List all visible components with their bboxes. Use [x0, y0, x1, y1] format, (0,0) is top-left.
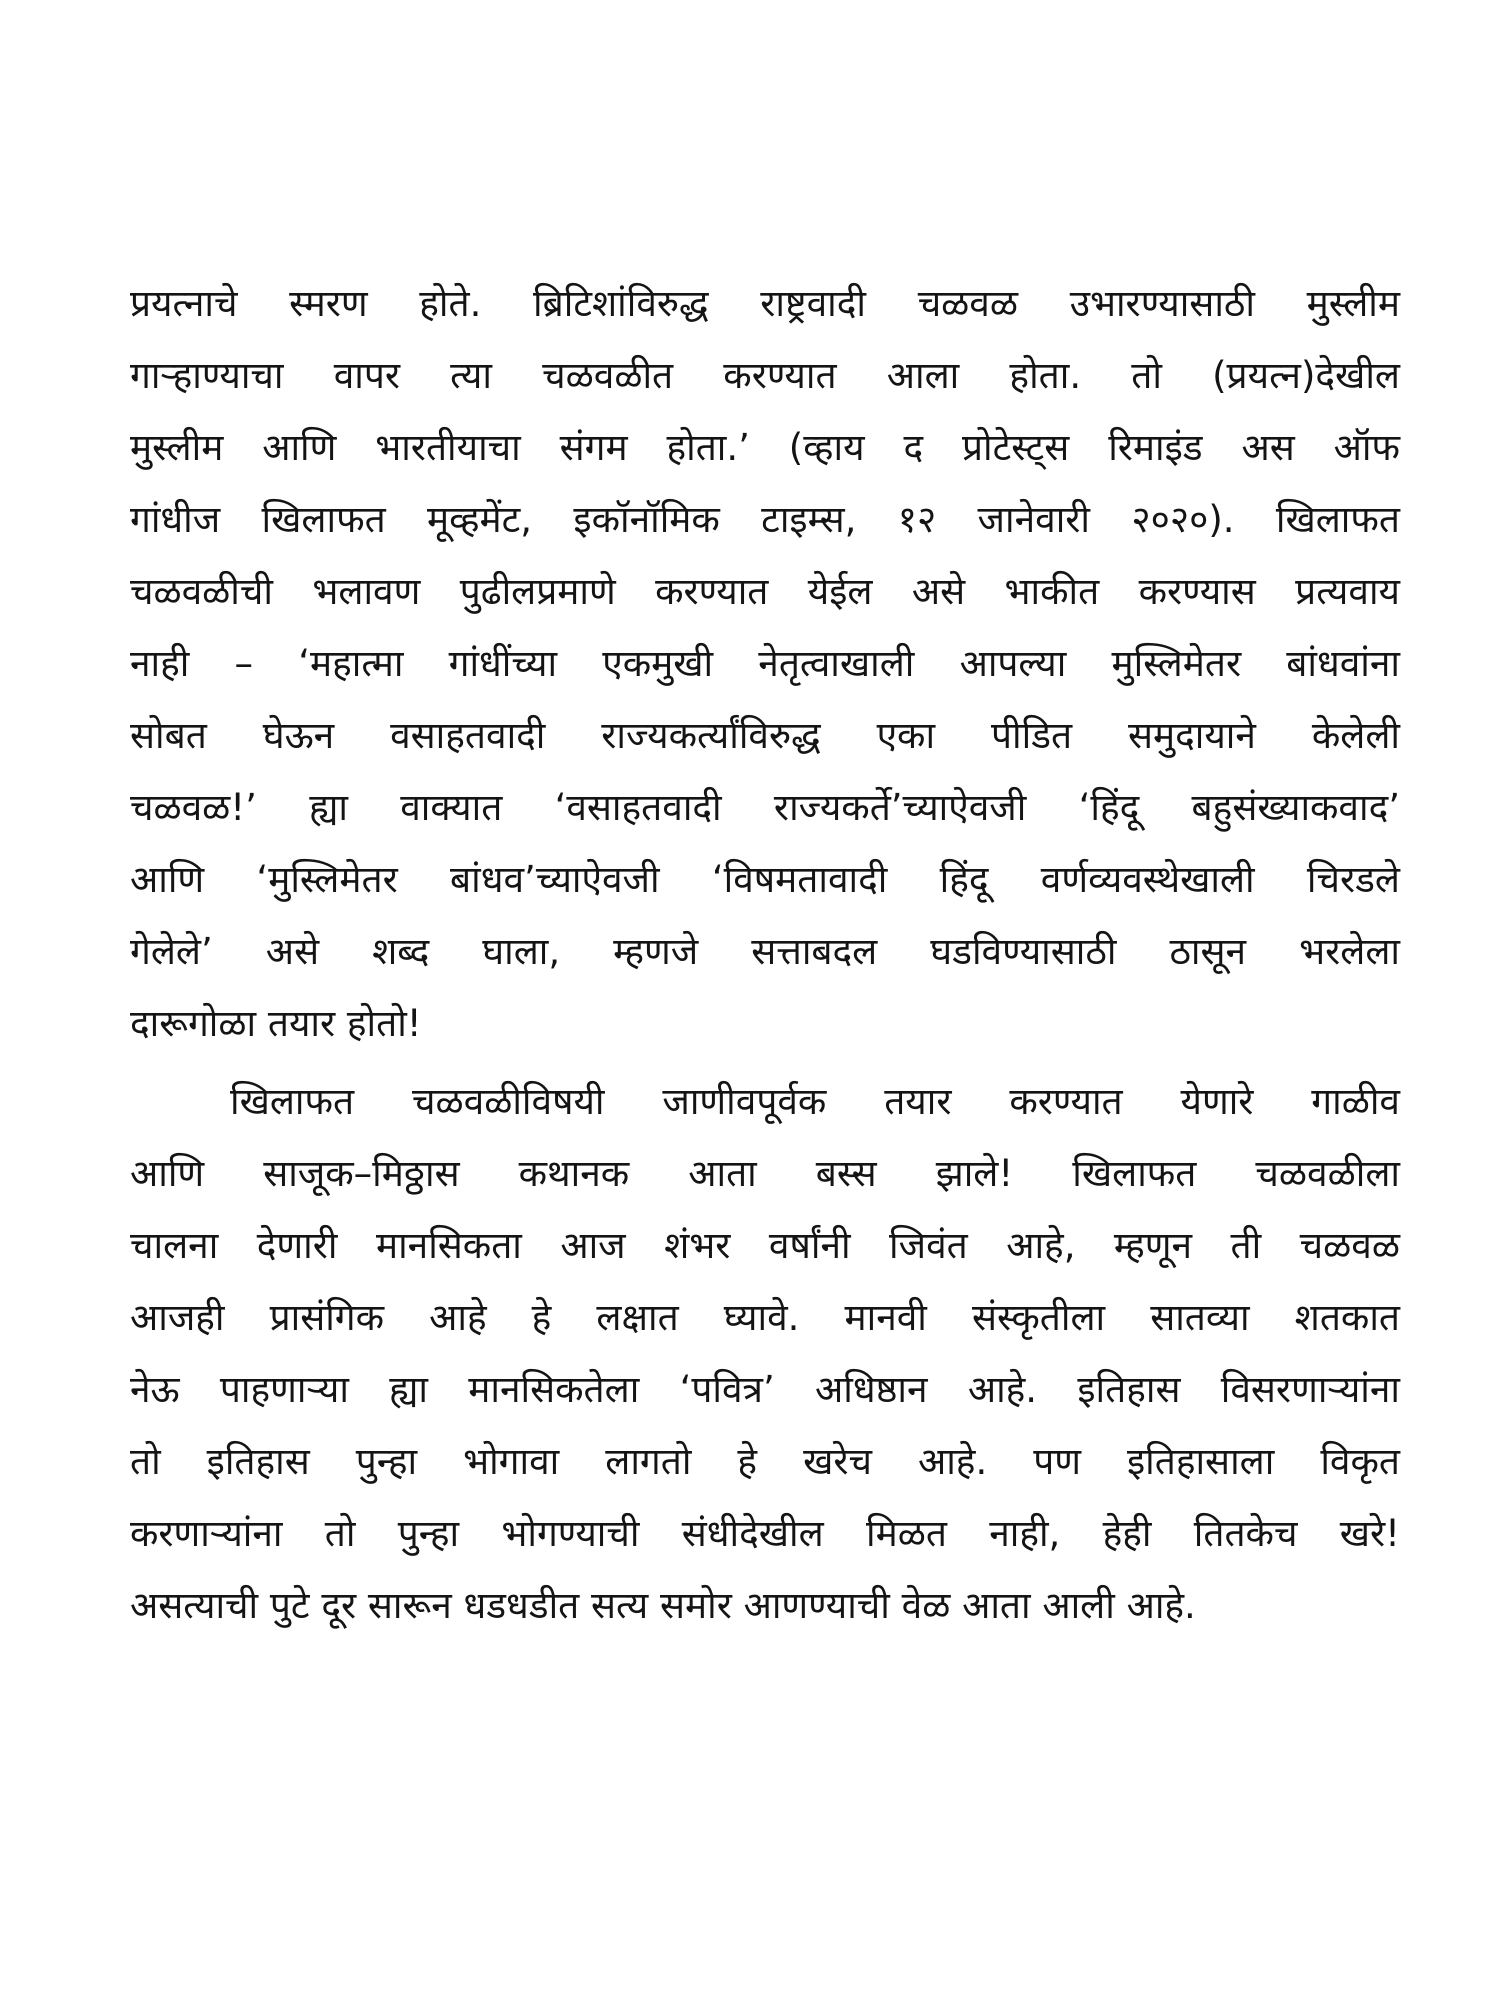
text-line: नाही – ‘महात्मा गांधींच्या एकमुखी नेतृत्वाखाली आपल्या मुस्लिमेतर बांधवांना — [130, 642, 1400, 685]
paragraph-2 — [130, 1066, 1400, 1642]
text-line: गाऱ्हाण्याचा वापर त्या चळवळीत करण्यात आला होता. तो (प्रयत्न)देखील — [130, 354, 1400, 397]
text-line: करणाऱ्यांना तो पुन्हा भोगण्याची संधीदेखील मिळत नाही, हेही तितकेच खरे! — [130, 1512, 1400, 1555]
text-line: गेलेले’ असे शब्द घाला, म्हणजे सत्ताबदल घडविण्यासाठी ठासून भरलेला — [130, 930, 1400, 973]
text-line: आणि साजूक–मिठ्ठास कथानक आता बस्स झाले! खिलाफत चळवळीला — [130, 1152, 1400, 1195]
text-line: चळवळीची भलावण पुढीलप्रमाणे करण्यात येईल असे भाकीत करण्यास प्रत्यवाय — [130, 570, 1400, 613]
text-line: असत्याची पुटे दूर सारून धडधडीत सत्य समोर आणण्याची वेळ आता आली आहे. — [130, 1584, 1196, 1627]
text-line: दारूगोळा तयार होतो! — [130, 1002, 422, 1045]
text-line: प्रयत्नाचे स्मरण होते. ब्रिटिशांविरुद्ध राष्ट्रवादी चळवळ उभारण्यासाठी मुस्लीम — [130, 282, 1400, 325]
text-line: चालना देणारी मानसिकता आज शंभर वर्षांनी जिवंत आहे, म्हणून ती चळवळ — [130, 1224, 1400, 1267]
text-line: मुस्लीम आणि भारतीयाचा संगम होता.’ (व्हाय द प्रोटेस्ट्स रिमाइंड अस ऑफ — [130, 426, 1400, 469]
text-line: गांधीज खिलाफत मूव्हमेंट, इकॉनॉमिक टाइम्स, १२ जानेवारी २०२०). खिलाफत — [130, 498, 1400, 541]
paragraph-1 — [130, 268, 1400, 1060]
text-line: नेऊ पाहणाऱ्या ह्या मानसिकतेला ‘पवित्र’ अधिष्ठान आहे. इतिहास विसरणाऱ्यांना — [130, 1368, 1400, 1411]
text-line: आणि ‘मुस्लिमेतर बांधव’च्याऐवजी ‘विषमतावादी हिंदू वर्णव्यवस्थेखाली चिरडले — [130, 858, 1400, 901]
text-line: तो इतिहास पुन्हा भोगावा लागतो हे खरेच आहे. पण इतिहासाला विकृत — [130, 1440, 1400, 1483]
text-line: सोबत घेऊन वसाहतवादी राज्यकर्त्यांविरुद्ध एका पीडित समुदायाने केलेली — [130, 714, 1400, 757]
text-line: आजही प्रासंगिक आहे हे लक्षात घ्यावे. मानवी संस्कृतीला सातव्या शतकात — [130, 1296, 1400, 1339]
body-text — [130, 268, 1400, 1642]
text-line: खिलाफत चळवळीविषयी जाणीवपूर्वक तयार करण्यात येणारे गाळीव — [230, 1080, 1400, 1123]
text-line: चळवळ!’ ह्या वाक्यात ‘वसाहतवादी राज्यकर्ते’च्याऐवजी ‘हिंदू बहुसंख्याकवाद’ — [130, 786, 1400, 829]
